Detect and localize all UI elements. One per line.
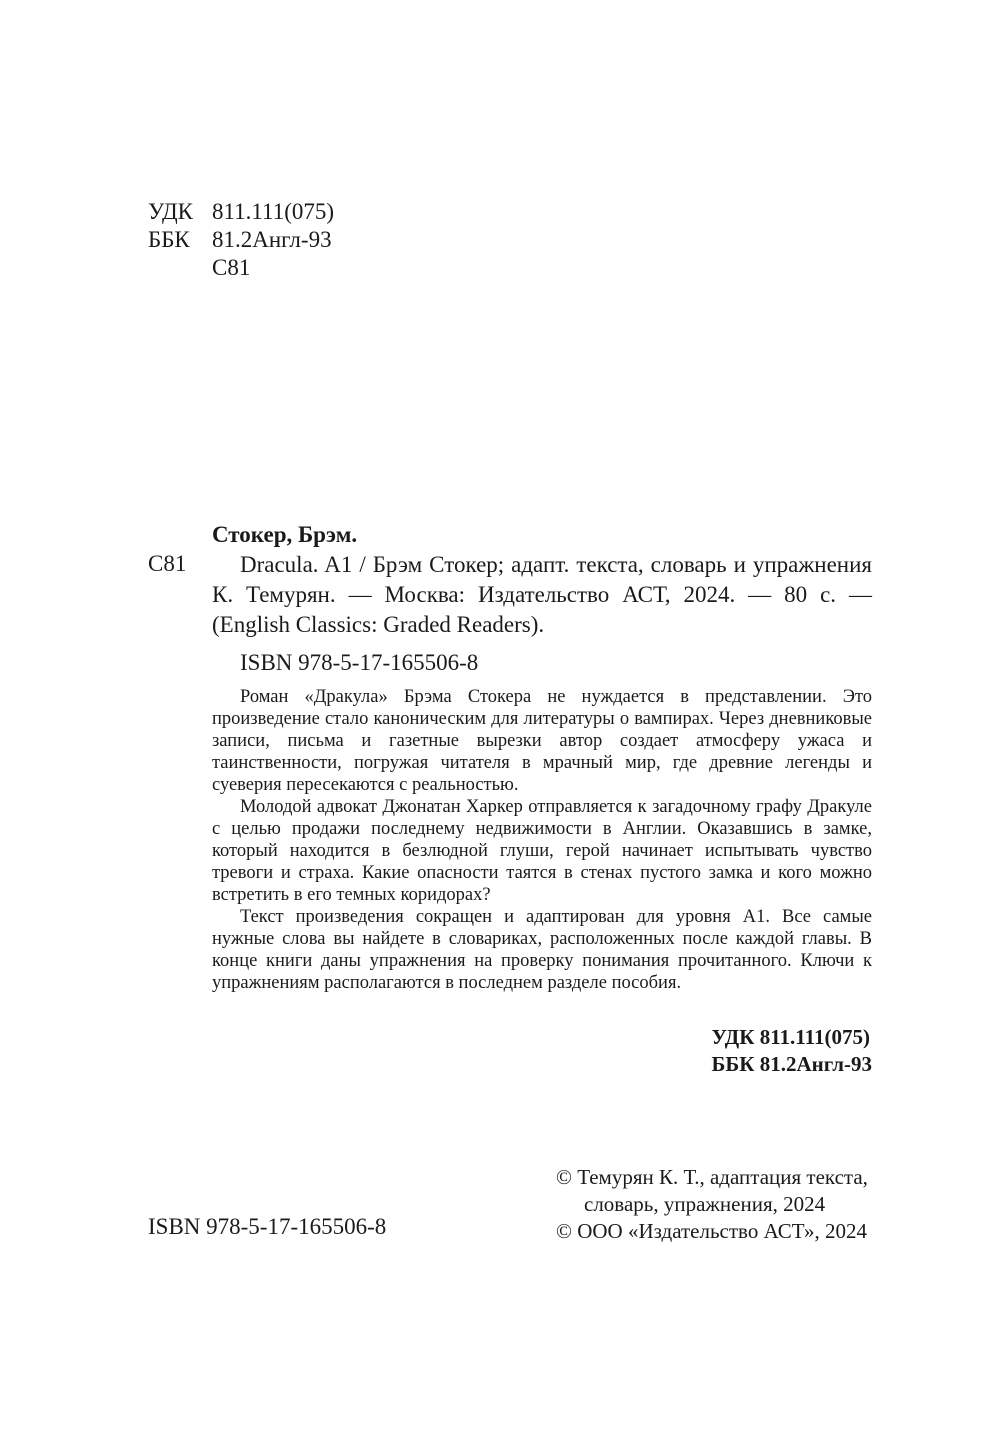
footer-isbn: ISBN 978-5-17-165506-8 — [148, 1214, 387, 1239]
classification-block — [148, 198, 334, 282]
bbk-label: ББК — [148, 227, 190, 252]
bbk-code: ББК 81.2Англ-93 — [711, 1052, 872, 1076]
copyright-publisher: © ООО «Издательство АСТ», 2024 — [556, 1219, 867, 1243]
abstract-paragraph: Молодой адвокат Джонатан Харкер отправляется к загадочному графу Дракуле с целью продажи последнему недвижимости в Англии. Оказавшись в замке, который находится в безлюдной глуши, герой начинает испытывать чувство тревоги и страха. Какие опасности таятся в стенах пустого замка и кого можно встретить в его темных коридорах? — [212, 797, 872, 905]
udk-value: 811.111(075) — [212, 199, 335, 224]
bbk-row — [148, 226, 334, 254]
copyright-adaptation-line-2: словарь, упражнения, 2024 — [584, 1192, 826, 1216]
abstract — [212, 686, 872, 994]
record-isbn: ISBN 978-5-17-165506-8 — [240, 650, 479, 675]
bibliographic-description: Dracula. A1 / Брэм Стокер; адапт. текста, словарь и упражнения К. Темурян. — Москва: Издательство АСТ, 2024. — 80 с. — (English Classics: Graded Readers). — [212, 552, 872, 637]
udk-row — [148, 198, 334, 226]
record-author-sign: С81 — [148, 551, 187, 576]
classification-codes — [711, 1024, 872, 1078]
udk-code: УДК 811.111(075) — [711, 1025, 870, 1049]
author-heading: Стокер, Брэм. — [212, 522, 358, 547]
abstract-paragraph: Текст произведения сокращен и адаптирован для уровня А1. Все самые нужные слова вы найдете в словариках, расположенных после каждой главы. В конце книги даны упражнения на проверку понимания прочитанного. Ключи к упражнениям располагаются в последнем разделе пособия. — [212, 907, 872, 993]
author-sign-row — [148, 254, 334, 282]
author-sign-value: С81 — [212, 255, 251, 280]
copyright-block — [556, 1164, 868, 1245]
abstract-paragraph: Роман «Дракула» Брэма Стокера не нуждается в представлении. Это произведение стало каноническим для литературы о вампирах. Через дневниковые записи, письма и газетные вырезки автор создает атмосферу ужаса и таинственности, погружая читателя в мрачный мир, где древние легенды и суеверия пересекаются с реальностью. — [212, 687, 872, 795]
copyright-adaptation-line-1: © Темурян К. Т., адаптация текста, — [556, 1165, 868, 1189]
udk-label: УДК — [148, 199, 193, 224]
bbk-value: 81.2Англ-93 — [212, 227, 332, 252]
